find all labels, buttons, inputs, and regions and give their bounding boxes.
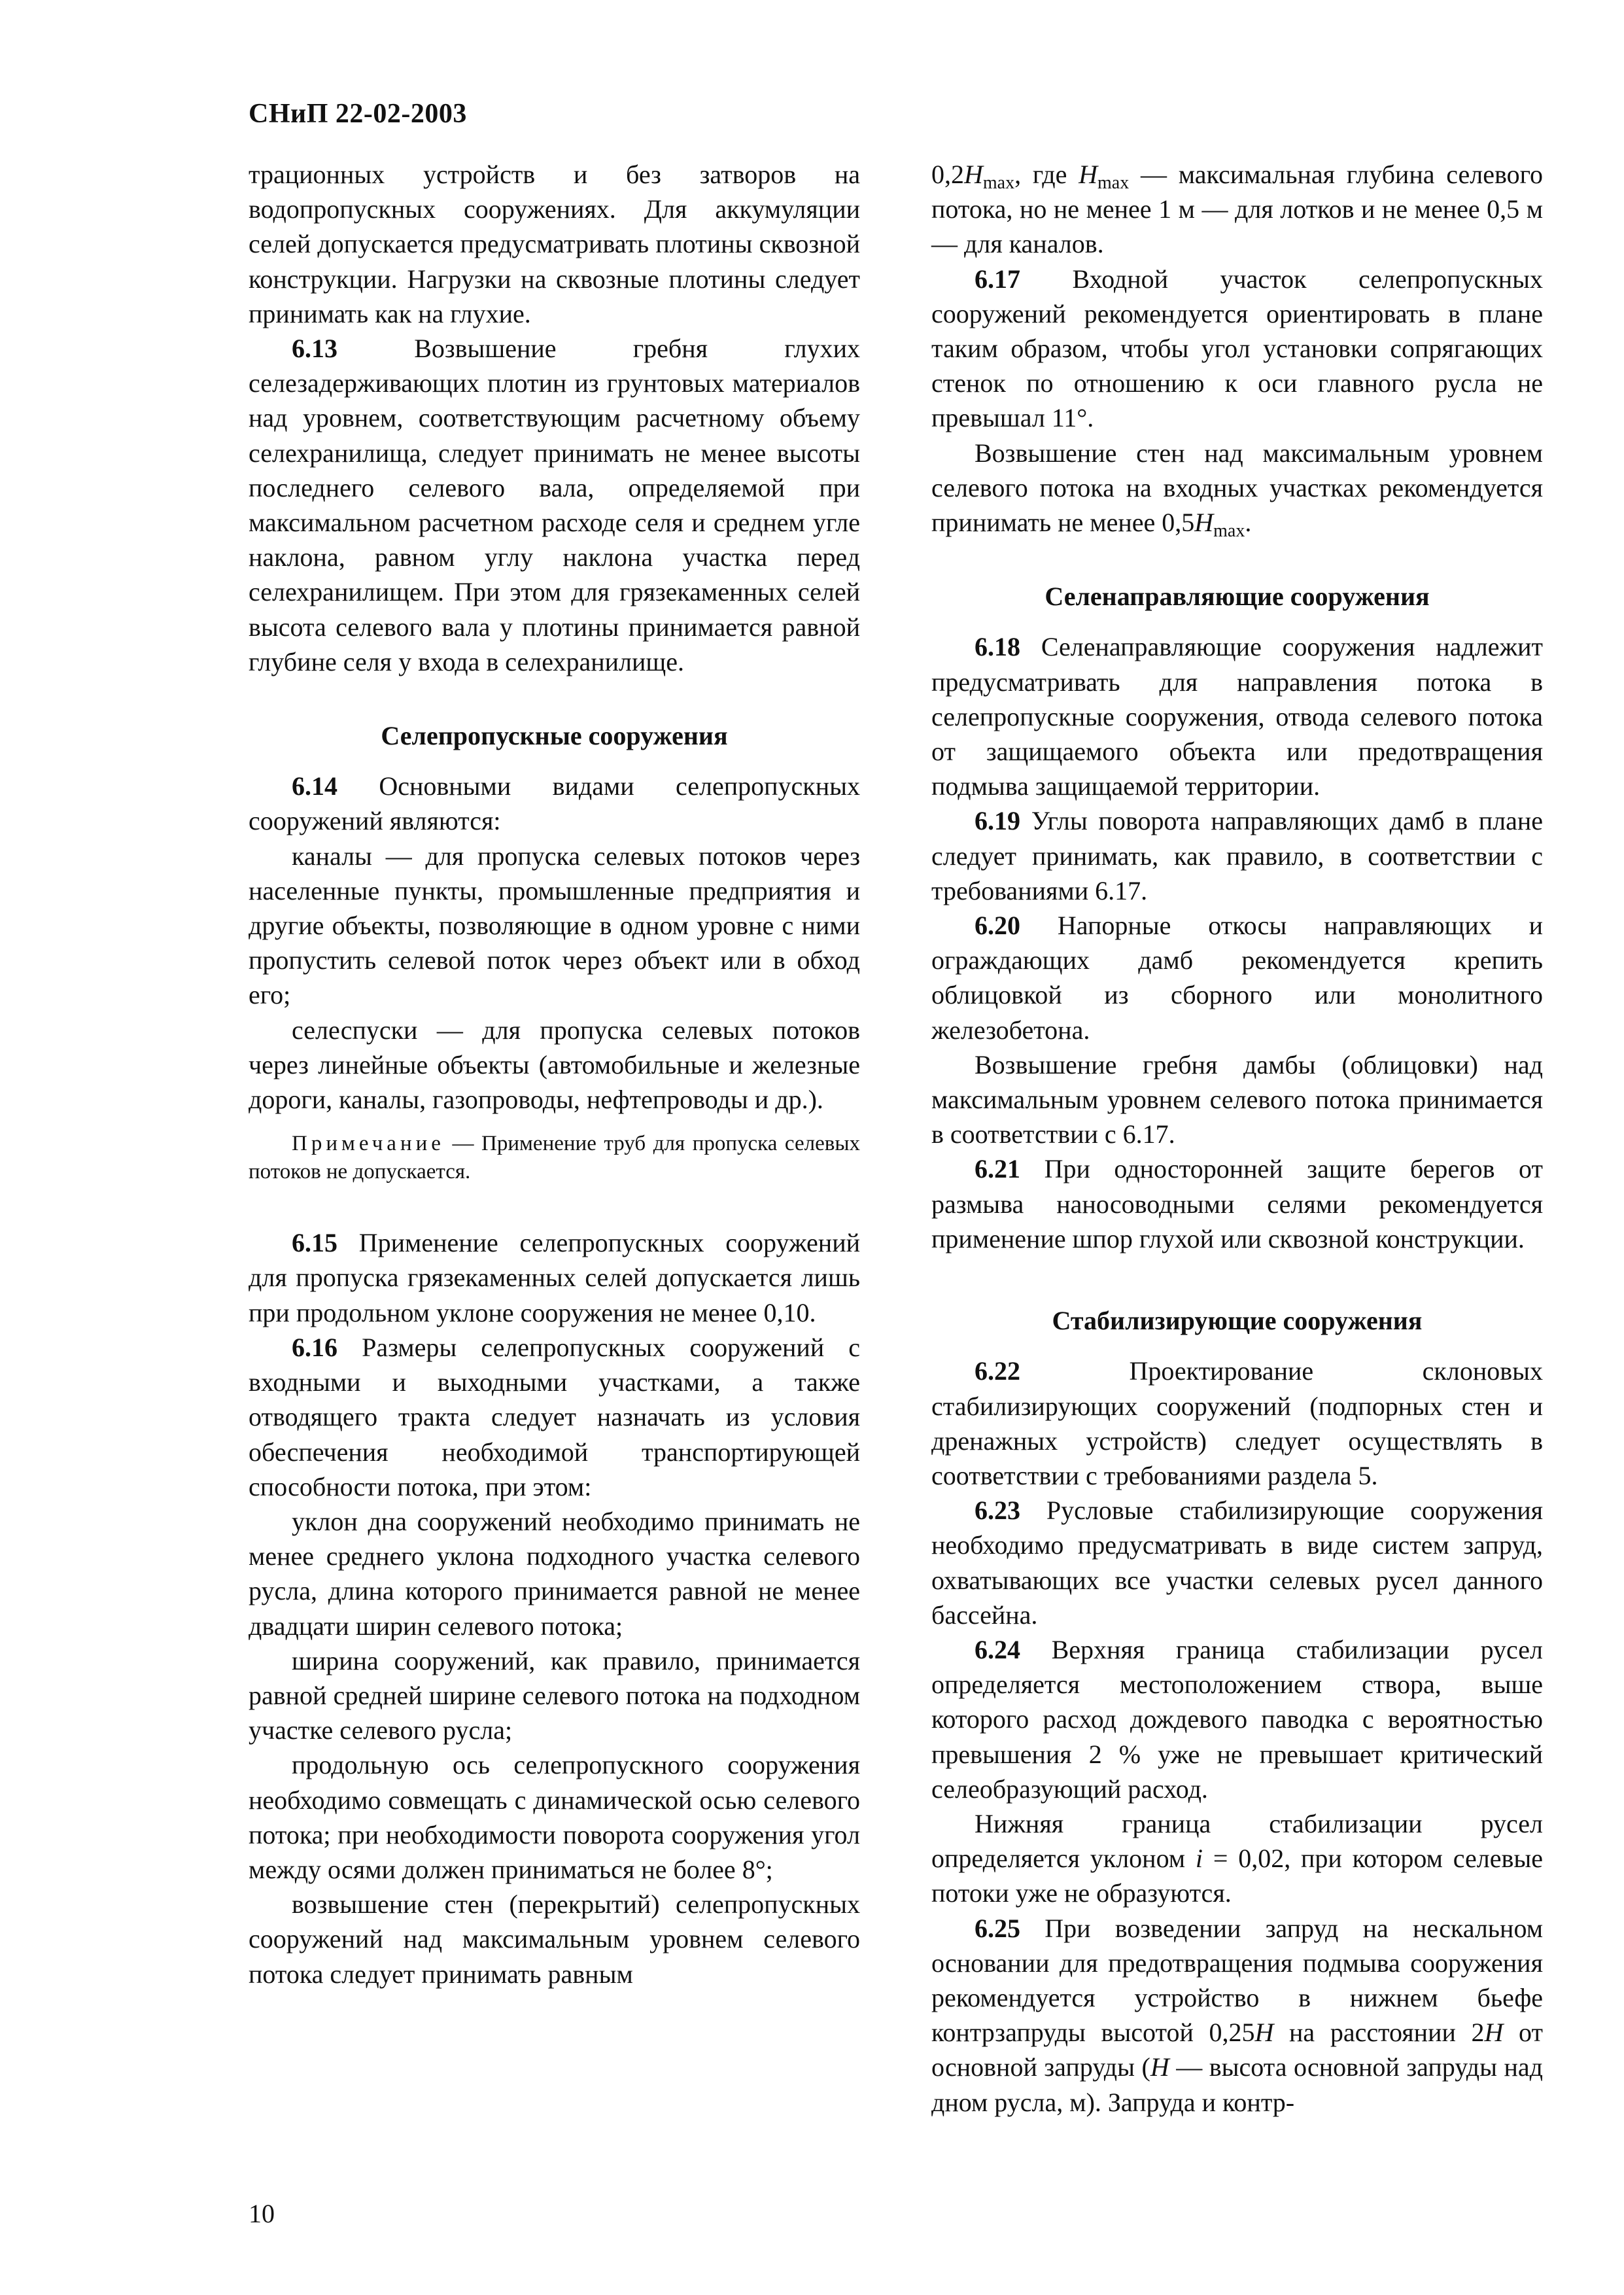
paragraph-6-16-axis: продольную ось селепропускного сооружения необходимо совмещать с динамической осью селевого потока; при необходимости поворота сооружения угол между осями должен приниматься не более 8°;: [249, 1750, 860, 1884]
paragraph-continuation-right: $0,2H_{max}$, где $H_{max}$ — максимальная глубина селевого потока, но не менее 1 м — для лотков и не менее 0,5 м — для каналов.: [931, 160, 1543, 259]
paragraph-6-16-slope: уклон дна сооружений необходимо принимать не менее среднего уклона подходного участка селевого русла, длина которого принимается равной не менее двадцати ширин селевого потока;: [249, 1506, 860, 1641]
paragraph-6-14-channels: каналы — для пропуска селевых потоков через населенные пункты, промышленные предприятия и другие объекты, позволяющие в одном уровне с ними пропустить селевой поток через объект или в обход его;: [249, 841, 860, 1010]
clause-number: 6.13: [292, 334, 337, 364]
paragraph-6-17-walls: Возвышение стен над максимальным уровнем селевого потока на входных участках рекомендуется принимать не менее $0,5H_{max}$.: [931, 438, 1543, 542]
note: Примечание — Применение труб для пропуска селевых потоков не допускается.: [249, 1132, 860, 1184]
paragraph-6-20-crest: Возвышение гребня дамбы (облицовки) над максимальным уровнем селевого потока принимается в соответствии с 6.17.: [931, 1049, 1543, 1149]
clause-number: 6.20: [975, 911, 1020, 941]
paragraph-continuation: трационных устройств и без затворов на водопропускных сооружениях. Для аккумуляции селей допускается предусматривать плотины сквозной конструкции. Нагрузки на сквозные плотины следует принимать как на глухие.: [249, 160, 860, 328]
clause-number: 6.16: [292, 1332, 337, 1362]
paragraph-6-21: 6.21 При односторонней защите берегов от размыва наносоводными селями рекомендуется применение шпор глухой или сквозной конструкции.: [931, 1154, 1543, 1253]
page-number: 10: [249, 2199, 275, 2228]
clause-number: 6.17: [975, 264, 1020, 294]
clause-number: 6.18: [975, 632, 1020, 662]
clause-number: 6.25: [975, 1913, 1020, 1943]
paragraph-6-14-chutes: селеспуски — для пропуска селевых потоков через линейные объекты (автомобильные и железные дороги, каналы, газопроводы, нефтепроводы и др.).: [249, 1015, 860, 1115]
paragraph-6-24-lower: Нижняя граница стабилизации русел определяется уклоном i = 0,02, при котором селевые потоки уже не образуются.: [931, 1808, 1543, 1908]
paragraph-6-16-width: ширина сооружений, как правило, принимается равной средней ширине селевого потока на подходном участке селевого русла;: [249, 1645, 860, 1745]
paragraph-6-16: 6.16 Размеры селепропускных сооружений с входными и выходными участками, а также отводящего тракта следует назначать из условия обеспечения необходимой транспортирующей способности потока, при этом:: [249, 1332, 860, 1501]
paragraph-6-23: 6.23 Русловые стабилизирующие сооружения необходимо предусматривать в виде систем запруд, охватывающих все участки селевых русел данного бассейна.: [931, 1496, 1543, 1630]
section-heading-guide: Селенаправляющие сооружения: [1045, 582, 1430, 612]
clause-number: 6.19: [975, 806, 1020, 836]
paragraph-6-19: 6.19 Углы поворота направляющих дамб в плане следует принимать, как правило, в соответствии с требованиями 6.17.: [931, 806, 1543, 905]
paragraph-6-13: 6.13 Возвышение гребня глухих селезадерживающих плотин из грунтовых материалов над уровнем, соответствующим расчетному объему селехранилища, следует принимать не менее высоты последнего селевого вала, определяемой при максимальном расчетном расходе селя и среднем угле наклона, равном углу наклона участка перед селехранилищем. При этом для грязекаменных селей высота селевого вала у плотины принимается равной глубине селя у входа в селехранилище.: [249, 334, 860, 676]
section-heading-pass: Селепропускные сооружения: [381, 721, 728, 751]
clause-number: 6.15: [292, 1228, 337, 1258]
left-column: [249, 157, 860, 1991]
document-code-header: СНиП 22-02-2003: [249, 99, 467, 129]
note-label: Примечание: [292, 1132, 445, 1156]
paragraph-6-14: 6.14 Основными видами селепропускных сооружений являются:: [249, 771, 860, 836]
paragraph-6-15: 6.15 Применение селепропускных сооружений для пропуска грязекаменных селей допускается лишь при продольном уклоне сооружения не менее 0,10.: [249, 1228, 860, 1327]
paragraph-6-16-walls: возвышение стен (перекрытий) селепропускных сооружений над максимальным уровнем селевого потока следует принимать равным: [249, 1889, 860, 1989]
paragraph-6-20: 6.20 Напорные откосы направляющих и ограждающих дамб рекомендуется крепить облицовкой из сборного или монолитного железобетона.: [931, 911, 1543, 1045]
paragraph-6-24: 6.24 Верхняя граница стабилизации русел определяется местоположением створа, выше которого расход дождевого паводка с вероятностью превышения 2 % уже не превышает критический селеобразующий расход.: [931, 1634, 1543, 1804]
paragraph-6-22: 6.22 Проектирование склоновых стабилизирующих сооружений (подпорных стен и дренажных устройств) следует осуществлять в соответствии с требованиями раздела 5.: [931, 1356, 1543, 1490]
clause-number: 6.21: [975, 1154, 1020, 1184]
clause-number: 6.23: [975, 1496, 1020, 1526]
paragraph-6-17: 6.17 Входной участок селепропускных сооружений рекомендуется ориентировать в плане таким образом, чтобы угол установки сопрягающих стенок по отношению к оси главного русла не превышал 11°.: [931, 264, 1543, 433]
paragraph-6-18: 6.18 Селенаправляющие сооружения надлежит предусматривать для направления потока в селепропускные сооружения, отвода селевого потока от защищаемого объекта или предотвращения подмыва защищаемой территории.: [931, 632, 1543, 801]
paragraph-6-25: 6.25 При возведении запруд на нескальном основании для предотвращения подмыва сооружения рекомендуется устройство в нижнем бьефе контрзапруды высотой 0,25H на расстоянии 2H от основной запруды (H — высота основной запруды над дном русла, м). Запруда и контр-: [931, 1913, 1544, 2117]
clause-number: 6.22: [975, 1356, 1020, 1386]
clause-number: 6.14: [292, 771, 337, 801]
section-heading-stab: Стабилизирующие сооружения: [1052, 1306, 1423, 1336]
clause-number: 6.24: [975, 1634, 1020, 1664]
right-column: [931, 157, 1543, 2120]
